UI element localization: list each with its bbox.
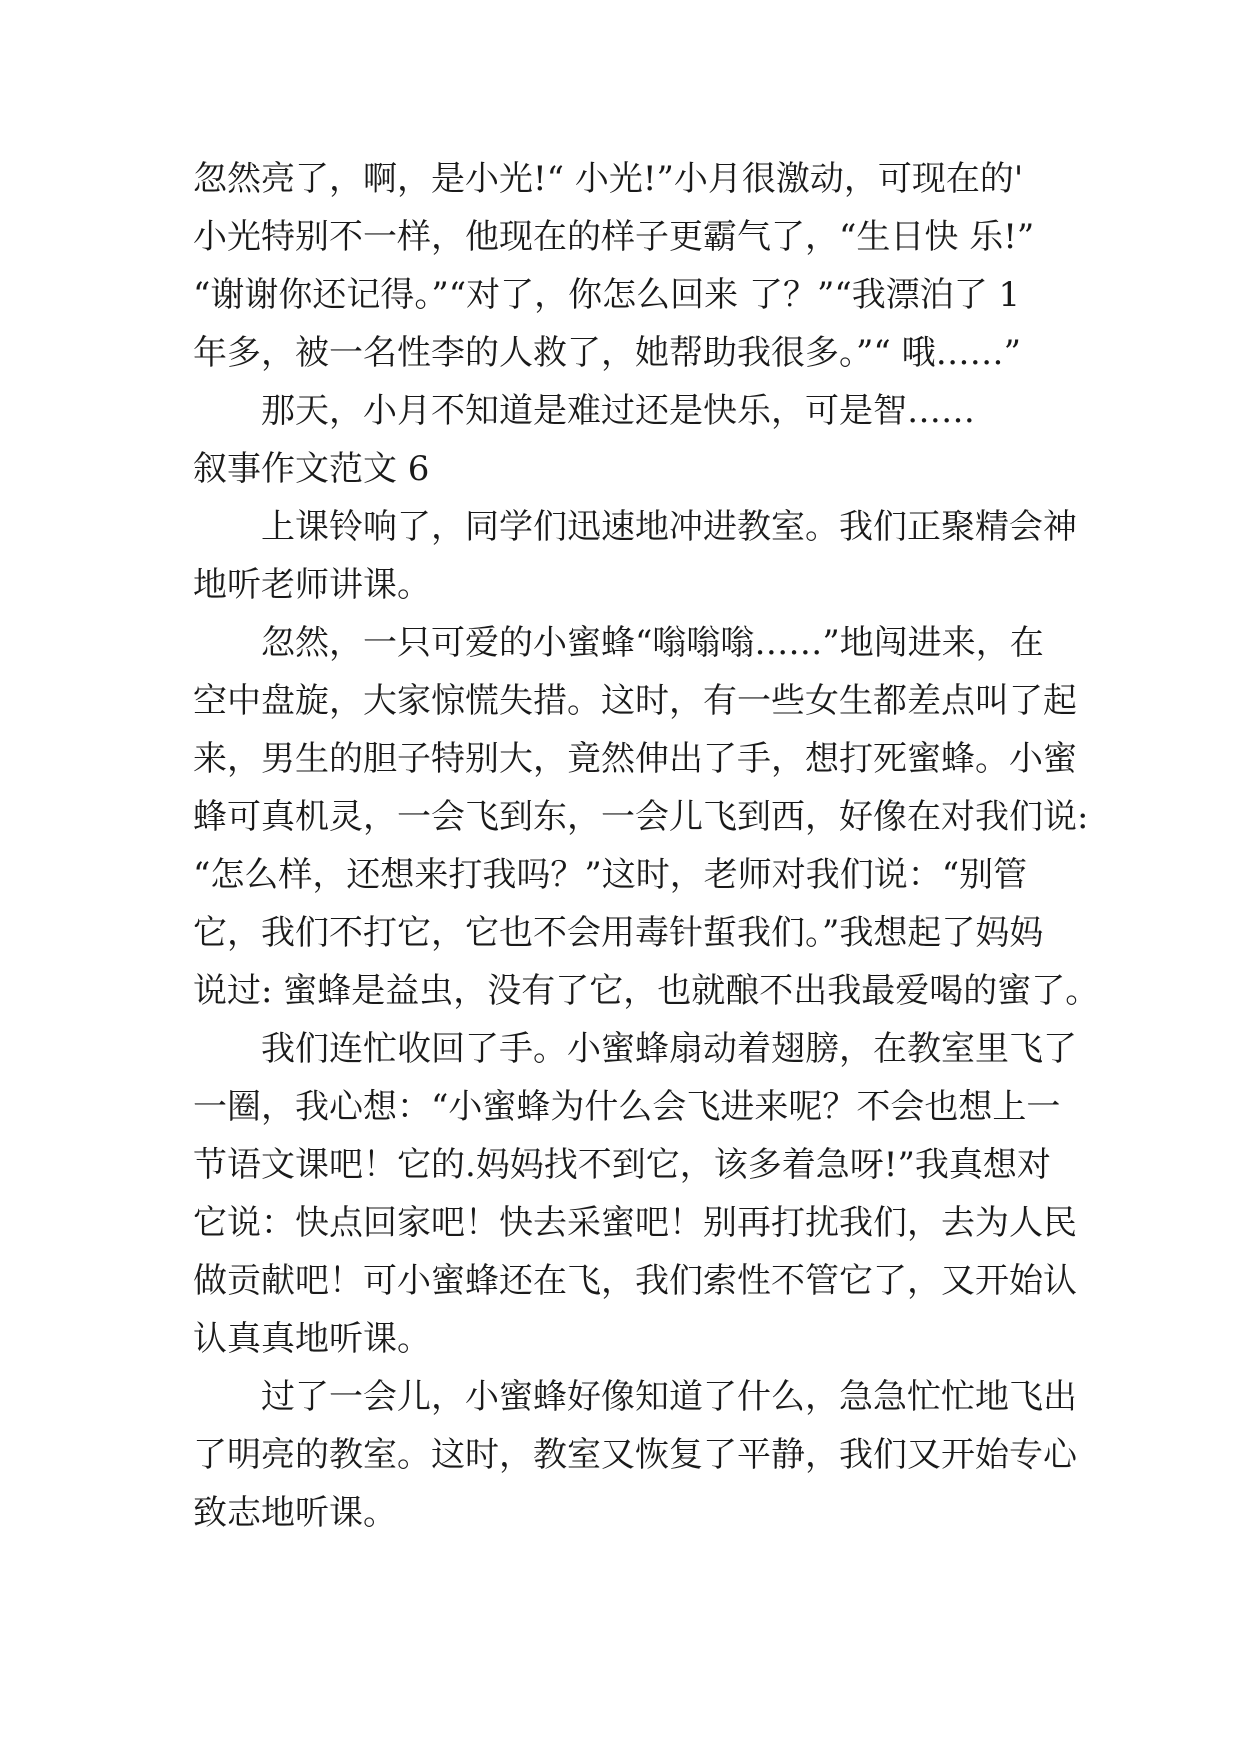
text-line: 致志地听课。	[193, 1493, 397, 1533]
text-line: 上课铃响了，同学们迅速地冲进教室。我们正聚精会神	[261, 507, 1077, 547]
text-line: 年多，被一名性李的人救了，她帮助我很多。”“ 哦……”	[193, 333, 1021, 373]
text-line: 了明亮的教室。这时，教室又恢复了平静，我们又开始专心	[193, 1435, 1077, 1475]
text-line: 它说：快点回家吧！快去采蜜吧！别再打扰我们，去为人民	[193, 1203, 1077, 1243]
text-line: “谢谢你还记得。”“对了，你怎么回来 了？”“我漂泊了 1	[193, 275, 1021, 315]
text-line: 来，男生的胆子特别大，竟然伸出了手，想打死蜜蜂。小蜜	[193, 739, 1077, 779]
section-heading: 叙事作文范文 6	[193, 449, 430, 489]
text-line: 空中盘旋，大家惊慌失措。这时，有一些女生都差点叫了起	[193, 681, 1077, 721]
text-line: 那天，小月不知道是难过还是快乐，可是智……	[261, 391, 975, 431]
text-line: 说过: 蜜蜂是益虫，没有了它，也就酿不出我最爱喝的蜜了。	[193, 971, 1100, 1011]
text-line: 认真真地听课。	[193, 1319, 431, 1359]
text-line: 我们连忙收回了手。小蜜蜂扇动着翅膀，在教室里飞了	[261, 1029, 1077, 1069]
text-line: 它，我们不打它，它也不会用毒针蜇我们。”我想起了妈妈	[193, 913, 1044, 953]
text-line: 忽然亮了，啊，是小光!“ 小光!”小月很激动，可现在的'	[193, 159, 1024, 199]
text-line: 一圈，我心想：“小蜜蜂为什么会飞进来呢？不会也想上一	[193, 1087, 1061, 1127]
text-line: 过了一会儿，小蜜蜂好像知道了什么，急急忙忙地飞出	[261, 1377, 1077, 1417]
text-line: 蜂可真机灵，一会飞到东，一会儿飞到西，好像在对我们说:	[193, 797, 1089, 837]
text-line: 做贡献吧！可小蜜蜂还在飞，我们索性不管它了，又开始认	[193, 1261, 1077, 1301]
text-line: 节语文课吧！它的.妈妈找不到它，该多着急呀!”我真想对	[193, 1145, 1051, 1185]
text-line: “怎么样，还想来打我吗？”这时，老师对我们说：“别管	[193, 855, 1028, 895]
text-line: 忽然，一只可爱的小蜜蜂“嗡嗡嗡……”地闯进来，在	[261, 623, 1044, 663]
text-line: 小光特别不一样，他现在的样子更霸气了，“生日快 乐!”	[193, 217, 1035, 257]
text-line: 地听老师讲课。	[193, 565, 431, 605]
document-body	[193, 150, 1100, 1542]
